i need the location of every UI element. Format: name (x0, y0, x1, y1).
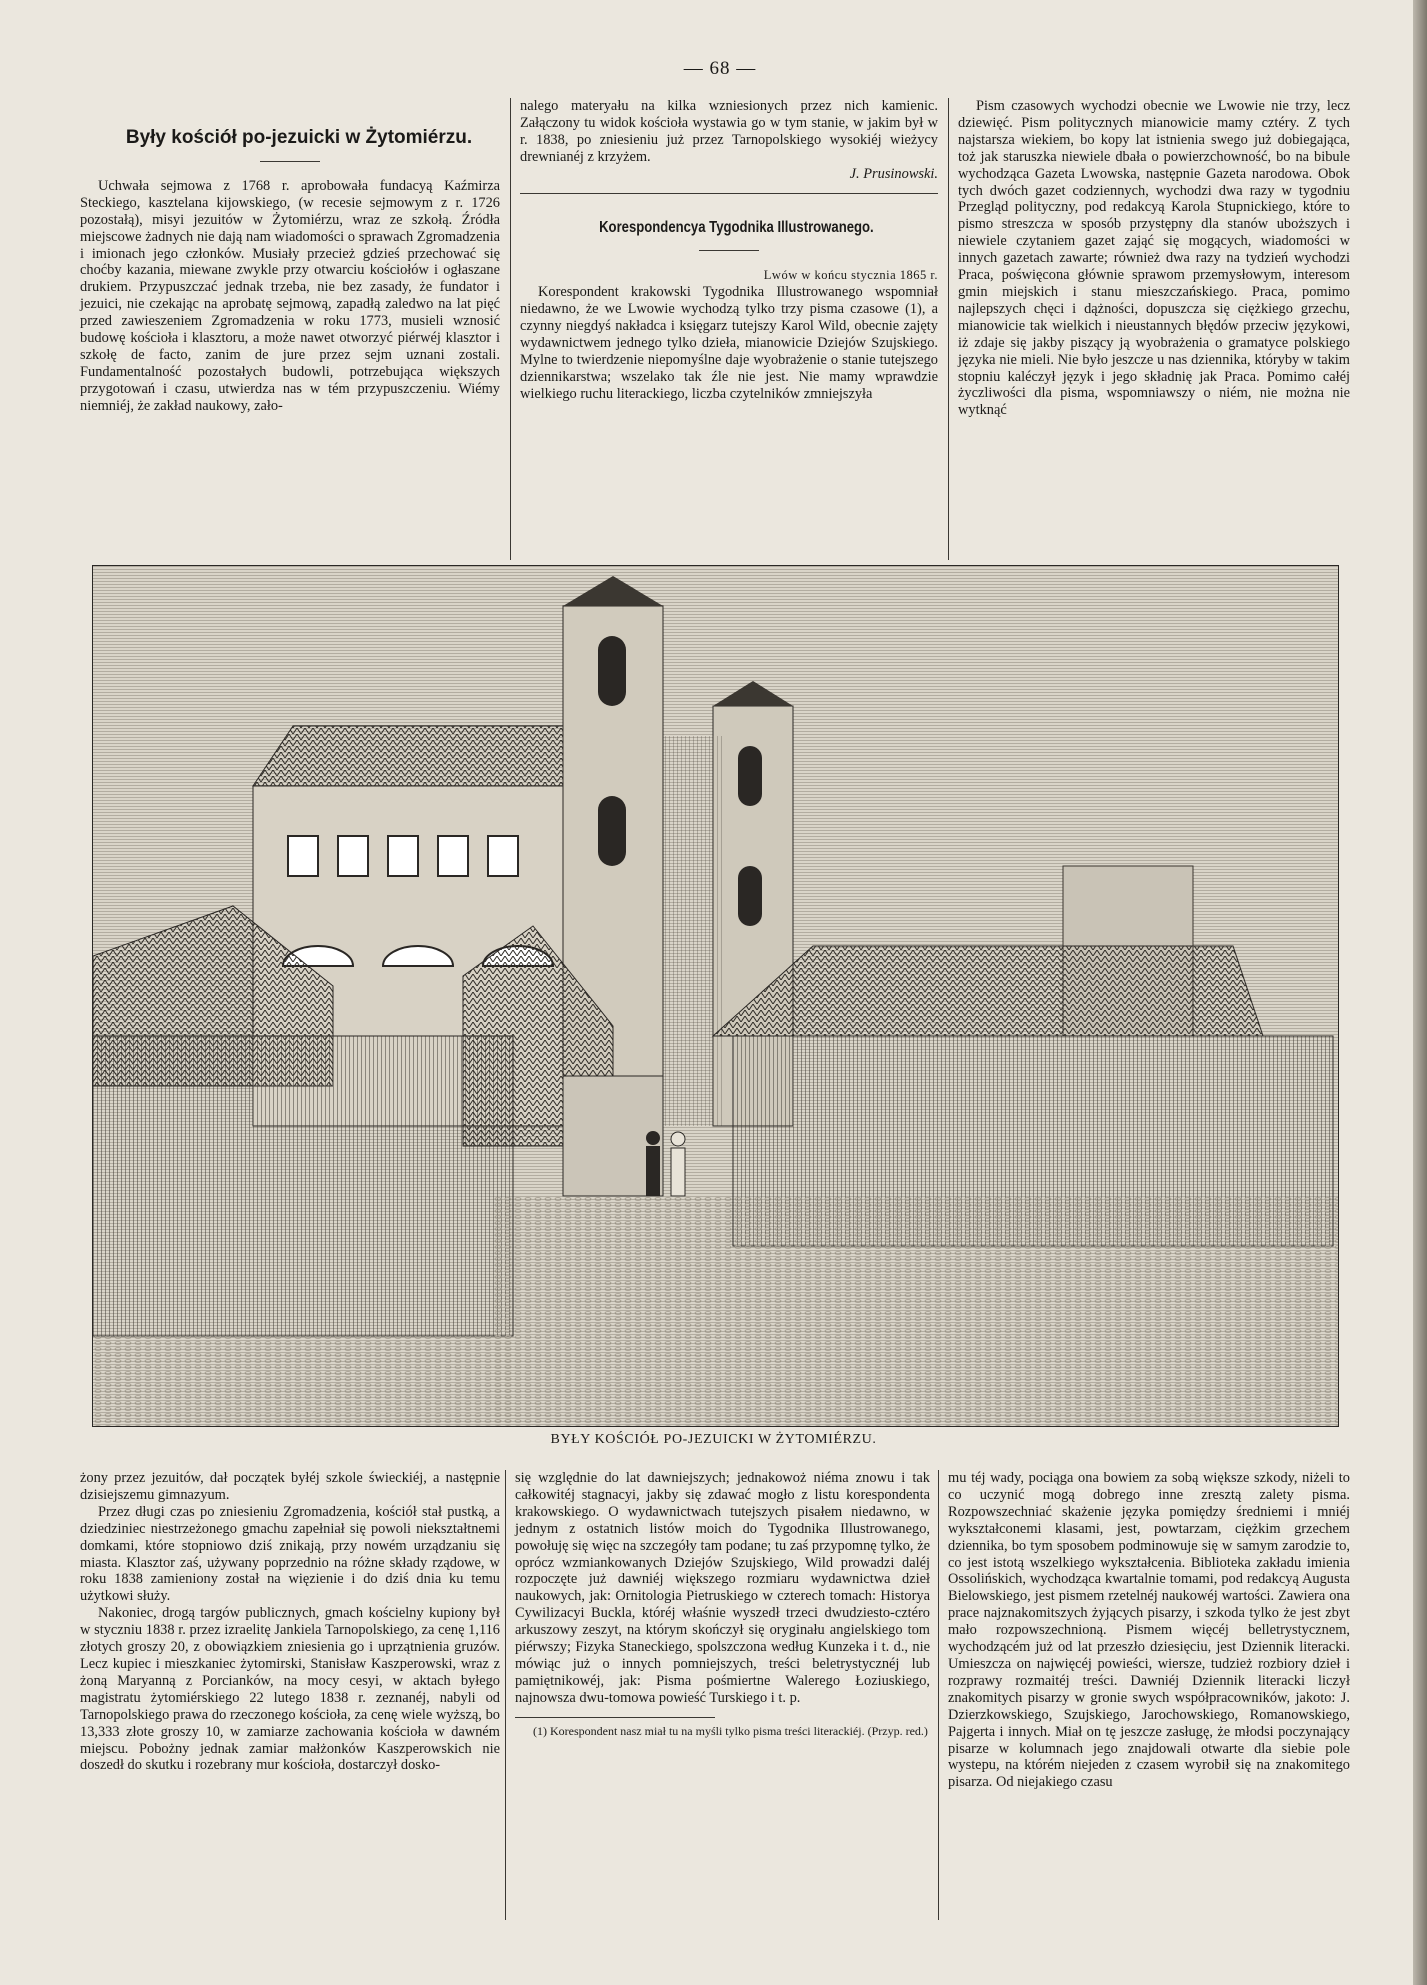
book-binding-edge (1413, 0, 1427, 1985)
article-paragraph: mu téj wady, pociąga ona bowiem za sobą większe szkody, niżeli to co uczynić mogą dobrego inne zresztą zalety pisma. Rozpowszechniać skażenie języka pomiędzy średniemi i mniéj wykształconemi klasami, jest, powtarzam, ciężkim grzechem dziennika, bo tym sposobem podminowuje się w samym zarodzie to, co jest istotą wszelkiego wykształcenia. Biblioteka zakładu imienia Ossolińskich, wychodząca kwartalnie tomami, pod redakcyą Augusta Bielowskiego, jest pismem rzetelnéj naukowéj wartości. Zawiera ona prace najznakomitszych żyjących pisarzy, i szkoda tylko że jest zbyt mało rozpowszechnioną. Pismem więcéj belletrystycznem, wychodzącém już od lat przeszło dziesięciu, jest Dziennik literacki. Umieszcza on najwięcéj powieści, wiersze, tudzież rozbiory dzieł i rozprawy rozmaitéj treści. Dawniéj Dziennik literacki liczył znakomitych pisarzy w gronie swych współpracowników, jakoto: J. Dzierzkowskiego, Szujskiego, Jarochowskiego, Romanowskiego, Pajgerta i innych. Miał on tę jeszcze zasługę, że młodsi poczynający pisarze w kolumnach jego znajdowali otwarte dla siebie pole wystepu, na którém niejeden z czasem wyrobił się na znakomitego pisarza. Od niejakiego czasu (948, 1470, 1350, 1791)
article-paragraph: Przez długi czas po zniesieniu Zgromadzenia, kościół stał pustką, a dziedziniec niestrzeżonego gmachu zapełniał się powoli niekształtnemi domkami, które stopniowo dziś znikają, przy nowém urządzaniu się miasta. Klasztor zaś, używany poprzednio na różne składy rządowe, w roku 1838 zamieniony został na więzienie i do dziś dnia ku temu użytkowi służy. (80, 1503, 500, 1605)
column-divider (505, 1470, 506, 1920)
article-paragraph: żony przez jezuitów, dał początek byłéj szkole świeckiéj, a następnie dzisiejszemu gimnazyum. (80, 1470, 500, 1503)
column-1-bottom (80, 1470, 500, 1960)
article-paragraph: Uchwała sejmowa z 1768 r. aprobowała fundacyą Kaźmirza Steckiego, kasztelana kijowskiego, (w recesie sejmowym z r. 1726 pozostałą), misyi jezuitów w Żytomiérzu, wraz ze szkołą. Źródła miejscowe żadnych nie dają nam wiadomości o sprawach Zgromadzenia i imionach jego członków. Musiały przecież gdzieś przechować się choćby kazania, miewane zwykle przy otwarciu kościołów i ogłaszane drukiem. Przypuszczać jednak trzeba, nie bez zasady, że fundator i jezuici, nie czekając na aprobatę sejmową, zapadłą zaledwo na lat pięć przed zawieszeniem Zgromadzenia w roku 1773, musieli wznosić budowę kościoła i klasztoru, a może nawet otworzyć piérwéj klasztor i szkołę de facto, zanim de jure przez sejm uznani zostali. Fundamentalność pozostałych budowli, potrzebująca większych przygotowań i czasu, utwierdza nas w tém przypuszczeniu. Wiémy niemniéj, że zakład naukowy, zało- (80, 177, 500, 414)
dateline: Lwów w końcu stycznia 1865 r. (763, 268, 938, 283)
column-3-bottom (948, 1470, 1350, 1960)
article-title-correspondence: Korespondencya Tygodnika Illustrowanego. (599, 218, 874, 236)
article-paragraph: Nakoniec, drogą targów publicznych, gmach kościelny kupiony był w styczniu 1838 r. przez izraelitę Jankiela Tarnopolskiego, za cenę 1,116 złotych groszy 20, z obowiązkiem zniesienia go i uprzątnienia gruzów. Lecz kupiec i mieszkaniec żytomirski, Stanisław Kaszperowski, wraz z żoną Maryanną z Porcianków, na mocy cesyi, w aktach byłego magistratu żytomiérskiego 22 lutego 1838 r. zeznanéj, nabyli od Tarnopolskiego prawa do rzeczonego kościoła, za cenę wiele wyższą, bo 13,333 złote groszy 10, w zamiarze zachowania kościoła w dawném miejscu. Pobożny jednak zamiar małżonków Kaszperowskich nie doszedł do skutku i rozebrany mur kościoła, dostarczył dosko- (80, 1605, 500, 1774)
article-paragraph: się względnie do lat dawniejszych; jednakowoż niéma znowu i tak całkowitéj stagnacyi, jakby się zdawać mogło z listu korespondenta krakowskiego. O wydawnictwach tutejszych pisałem niedawno, w jednym z ostatnich listów moich do Tygodnika Illustrowanego, powołuję się więc na szczegóły tam podane; tu zaś przypomnę tylko, że oprócz wzmiankowanych Dziejów Szujskiego, Wild prowadzi daléj rozpoczęte już dawniéj większego rozmiaru wydawnictwa dzieł naukowych, jak: Ornitologia Pietruskiego w czterech tomach: Historya Cywilizacyi Buckla, któréj właśnie wyszedł trzeci dwudziesto-cztéro arkuszowy zeszyt, na którym skończył się oryginału angielskiego tom piérwszy; Fizyka Staneckiego, spolszczona według Kunzeka i t. d., nie mówiąc już o innych pomniejszych, treści beletrystycznéj lub pamiętnikowéj, jak: Pisma pośmiertne Walerego Łoziuskiego, najnowsza dwu-tomowa powieść Turskiego i t. p. (515, 1470, 930, 1706)
column-divider (510, 98, 511, 560)
column-2-top (520, 98, 938, 560)
author-signature: J. Prusinowski. (849, 165, 938, 182)
engraving-illustration (92, 565, 1339, 1427)
footnote-divider (515, 1717, 715, 1718)
figure-caption: BYŁY KOŚCIÓŁ PO-JEZUICKI W ŻYTOMIÉRZU. (550, 1432, 877, 1447)
column-divider (948, 98, 949, 560)
section-divider (520, 193, 938, 194)
column-divider (938, 1470, 939, 1920)
title-divider (260, 161, 320, 162)
column-2-bottom (515, 1470, 930, 1960)
article-title-church: Były kościół po-jezuicki w Żytomiérzu. (125, 127, 473, 148)
column-3-top (958, 98, 1350, 560)
footnote: (1) Korespondent nasz miał tu na myśli tylko pisma treści literackiéj. (Przyp. red.) (533, 1723, 928, 1738)
article-paragraph: nalego materyału na kilka wzniesionych przez nich kamienic. Załączony tu widok kościoła wystawia go w tym stanie, w jakim był w r. 1838, po zniesieniu już przez Tarnopolskiego wysokiéj wieżycy drewnianéj z krzyżem. (520, 98, 938, 165)
church-engraving (93, 566, 1338, 1426)
article-paragraph: Korespondent krakowski Tygodnika Illustrowanego wspomniał niedawno, że we Lwowie wychodzą tylko trzy pisma czasowe (1), a czynny niegdyś nakładca i księgarz tutejszy Karol Wild, obecnie zajęty wydawnictwem jednego tylko dzieła, mianowicie Dziejów Szujskiego. Mylne to twierdzenie niepomyślne daje wyobrażenie o stanie tutejszego dziennikarstwa; wszelako tak źle nie jest. Nie mamy wprawdzie wielkiego ruchu literackiego, liczba czytelników zmniejszyła (520, 284, 938, 402)
article-paragraph: Pism czasowych wychodzi obecnie we Lwowie nie trzy, lecz dziewięć. Pism politycznych mianowicie mamy cztéry. Z tych najstarsza wiekiem, bo kopy lat istnienia swego już dobiegająca, toż jak staruszka niewiele dbała o powierzchowność, bo na bibule wychodząca Gazeta Lwowska, następnie Gazeta narodowa. Obok tych dwóch gazet codziennych, wychodzi dwa razy w tygodniu Przegląd polityczny, pod redakcyą Karola Stupnickiego, które to pismo streszcza w sposób przystępny dla stanów uboższych i niewiele czytaniem gazet zająć się mogących, wiadomości w innych gazetach zawarte; również dwa razy na tydzień wychodzi Praca, poświęcona głównie sprawom przemysłowym, interesom gmin miejskich i stanu mieszczańskiego. Praca, pomimo najlepszych chęci i dążności, dopuszcza się ciężkiego grzechu, mianowicie tak wielkich i nieustannych błędów przeciw językowi, iż zdaje się jakby piszący ją wyobrażenia o gramatyce polskiego języka nie mieli. Nie było jeszcze u nas dziennika, któryby w takim stopniu kaléczył język i jego składnię jak Praca. Pomimo całéj życzliwości dla pisma, wspomniawszy o niém, nie można nie wytknąć (958, 98, 1350, 419)
column-1-top (80, 127, 500, 560)
page-number: — 68 — (683, 58, 757, 79)
title-divider (699, 250, 759, 251)
